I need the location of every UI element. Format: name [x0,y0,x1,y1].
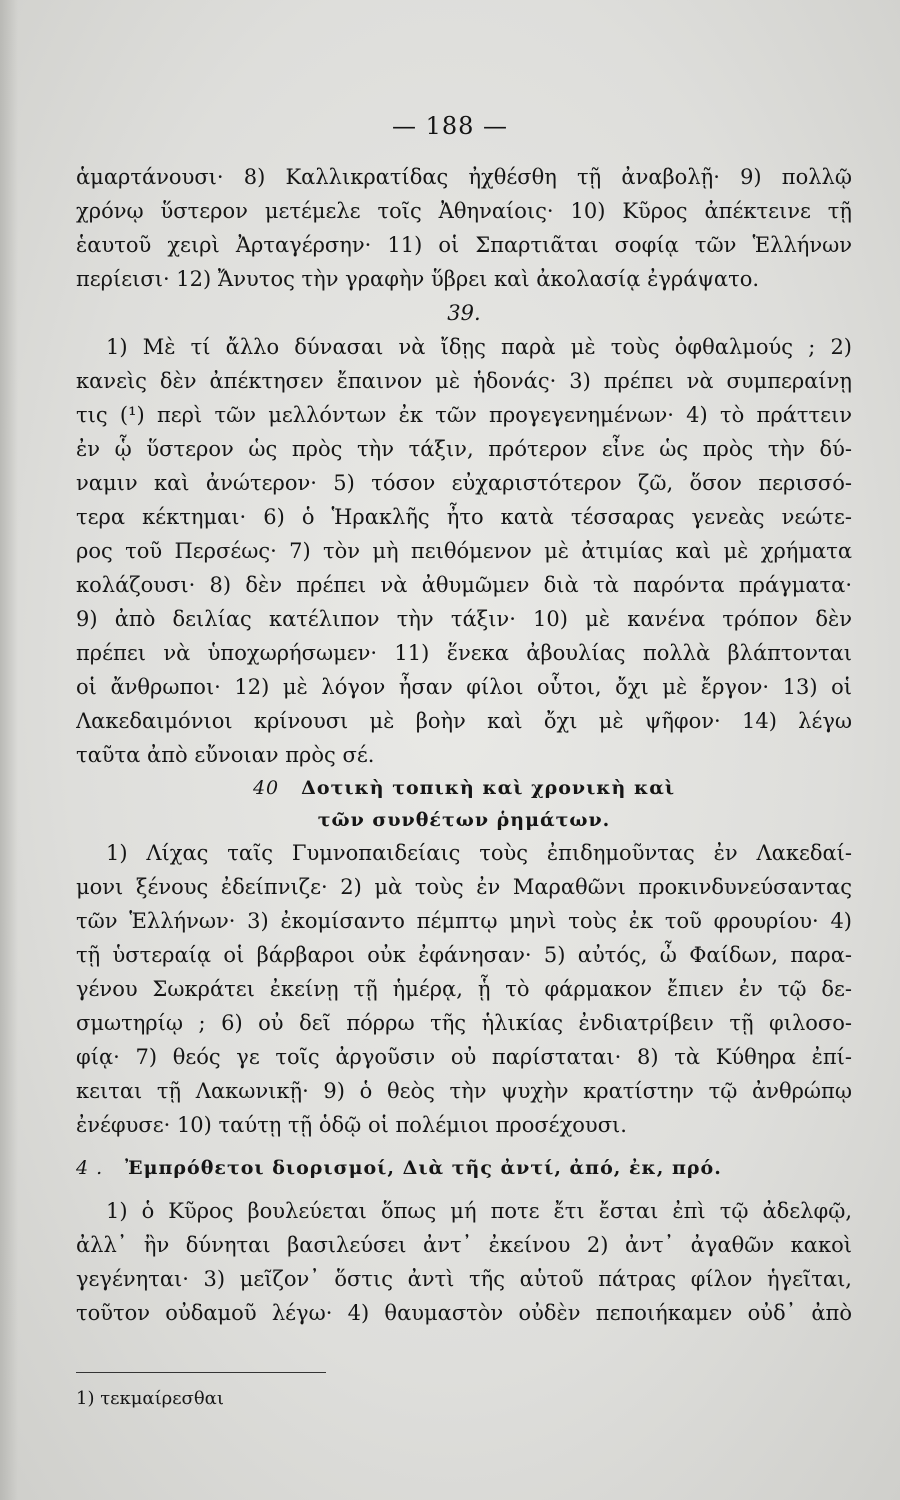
section-title-40 [76,772,852,804]
text-line: φίᾳ· 7) θεός γε τοῖς ἀργοῦσιν οὐ παρίσταται· 8) τὰ Κύθηρα ἐπί- [76,1045,852,1069]
section-title-text: Ἐμπρόθετοι διορισμοί, Διὰ τῆς ἀντί, ἀπό, ἐκ, πρό. [125,1157,722,1179]
text-line: Λακεδαιμόνιοι κρίνουσι μὲ βοὴν καὶ ὄχι μὲ ψῆφον· 14) λέγω [76,709,852,733]
section-title-41 [76,1152,852,1184]
text-line: 1) ὁ Κῦρος βουλεύεται ὅπως μή ποτε ἔτι ἔσται ἐπὶ τῷ ἀδελφῷ, [106,1199,852,1223]
text-line: ἑαυτοῦ χειρὶ Ἀρταγέρσην· 11) οἱ Σπαρτιᾶται σοφίᾳ τῶν Ἑλλήνων [76,233,852,257]
text-line: μονι ξένους ἐδείπνιζε· 2) μὰ τοὺς ἐν Μαραθῶνι προκινδυνεύσαντας [76,875,852,899]
footnote: 1) τεκμαίρεσθαι [76,1388,224,1409]
text-line: χρόνῳ ὕστερον μετέμελε τοῖς Ἀθηναίοις· 10) Κῦρος ἀπέκτεινε τῇ [76,199,852,223]
text-line: περίεισι· 12) Ἄνυτος τὴν γραφὴν ὕβρει καὶ ἀκολασίᾳ ἐγράψατο. [76,267,760,291]
text-line: σμωτηρίῳ ; 6) οὐ δεῖ πόρρω τῆς ἡλικίας ἐνδιατρίβειν τῇ φιλοσο- [76,1011,852,1035]
text-line: ἁμαρτάνουσι· 8) Καλλικρατίδας ἠχθέσθη τῇ ἀναβολῇ· 9) πολλῷ [76,165,852,189]
text-line: κανεὶς δὲν ἀπέκτησεν ἔπαινον μὲ ἡδονάς· 3) πρέπει νὰ συμπεραίνῃ [76,369,852,393]
page-edge-shadow [0,0,18,1500]
text-line: 9) ἀπὸ δειλίας κατέλιπον τὴν τάξιν· 10) μὲ κανένα τρόπον δὲν [76,607,852,631]
text-line: ταῦτα ἀπὸ εὔνοιαν πρὸς σέ. [76,743,375,767]
text-line: γεγένηται· 3) μεῖζον᾽ ὅστις ἀντὶ τῆς αὑτοῦ πάτρας φίλον ἡγεῖται, [76,1267,852,1291]
text-line: τερα κέκτημαι· 6) ὁ Ἡρακλῆς ἦτο κατὰ τέσσαρας γενεὰς νεώτε- [76,505,852,529]
text-line: τις (¹) περὶ τῶν μελλόντων ἐκ τῶν προγεγενημένων· 4) τὸ πράττειν [76,403,852,427]
section-number: 4 . [76,1157,104,1179]
page-body [76,160,852,1330]
text-line: γένου Σωκράτει ἐκείνῃ τῇ ἡμέρᾳ, ᾗ τὸ φάρμακον ἔπιεν ἐν τῷ δε- [76,977,852,1001]
text-line: 1) Λίχας ταῖς Γυμνοπαιδείαις τοὺς ἐπιδημοῦντας ἐν Λακεδαί- [106,841,852,865]
page-number: — 188 — [391,112,509,140]
text-line: ρος τοῦ Περσέως· 7) τὸν μὴ πειθόμενον μὲ ἀτιμίας καὶ μὲ χρήματα [76,539,852,563]
section-title-40-cont: τῶν συνθέτων ῥημάτων. [317,809,611,831]
text-line: τῶν Ἑλλήνων· 3) ἐκομίσαντο πέμπτῳ μηνὶ τοὺς ἐκ τοῦ φρουρίου· 4) [76,909,852,933]
text-line: ἐν ᾧ ὕστερον ὡς πρὸς τὴν τάξιν, πρότερον εἶνε ὡς πρὸς τὴν δύ- [76,437,852,461]
text-line: κολάζουσι· 8) δὲν πρέπει νὰ ἀθυμῶμεν διὰ τὰ παρόντα πράγματα· [76,573,852,597]
spacer [76,1184,852,1194]
text-line: οἱ ἄνθρωποι· 12) μὲ λόγον ἦσαν φίλοι οὗτοι, ὄχι μὲ ἔργον· 13) οἱ [76,675,852,699]
text-line: 1) Μὲ τί ἄλλο δύνασαι νὰ ἴδῃς παρὰ μὲ τοὺς ὀφθαλμούς ; 2) [106,335,852,359]
text-line: ναμιν καὶ ἀνώτερον· 5) τόσον εὐχαριστότερον ζῶ, ὅσον περισσό- [76,471,852,495]
text-line: τοῦτον οὐδαμοῦ λέγω· 4) θαυμαστὸν οὐδὲν πεποιήκαμεν οὐδ᾽ ἀπὸ [76,1301,852,1325]
text-line: τῇ ὑστεραίᾳ οἱ βάρβαροι οὐκ ἐφάνησαν· 5) αὐτός, ὦ Φαίδων, παρα- [76,943,852,967]
text-line: πρέπει νὰ ὑποχωρήσωμεν· 11) ἕνεκα ἀβουλίας πολλὰ βλάπτονται [76,641,852,665]
section-heading-39: 39. [447,301,481,325]
section-title-text: Δοτικὴ τοπικὴ καὶ χρονικὴ καὶ [301,777,676,799]
footnote-divider [76,1372,326,1373]
text-line: ἀλλ᾽ ἢν δύνηται βασιλεύσει ἀντ᾽ ἐκείνου 2) ἀντ᾽ ἀγαθῶν κακοὶ [76,1233,852,1257]
text-line: ἐνέφυσε· 10) ταύτῃ τῇ ὁδῷ οἱ πολέμιοι προσέχουσι. [76,1113,627,1137]
spacer [76,1142,852,1152]
text-line: κειται τῇ Λακωνικῇ· 9) ὁ θεὸς τὴν ψυχὴν κρατίστην τῷ ἀνθρώπῳ [76,1079,852,1103]
section-number: 40 [252,777,280,799]
